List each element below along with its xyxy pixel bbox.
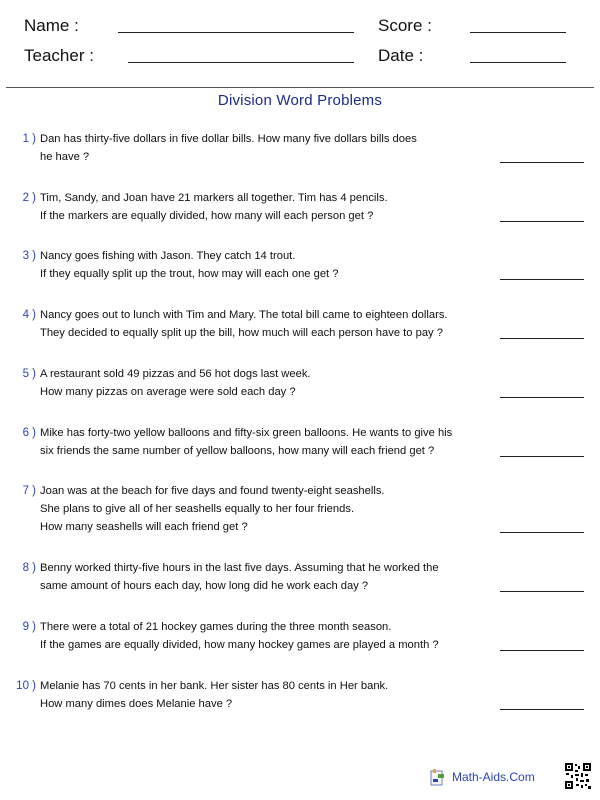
problem-line: If they equally split up the trout, how may will each one get ? [40,268,339,280]
problem-text [40,677,490,713]
problem-number: 7 ) [22,485,36,497]
problem-number: 10 ) [16,680,36,692]
problem-line: She plans to give all of her seashells equally to her four friends. [40,503,355,515]
problem-line: How many pizzas on average were sold each day ? [40,386,296,398]
brand-name: Math-Aids.Com [452,770,535,784]
answer-line[interactable] [500,279,584,280]
problem-text [40,306,490,342]
answer-line[interactable] [500,650,584,651]
problem-line: There were a total of 21 hockey games during the three month season. [40,621,392,633]
footer-brand[interactable] [430,768,535,786]
problem-text [40,130,490,166]
problem-number: 9 ) [22,621,36,633]
problem-line: Mike has forty-two yellow balloons and fifty-six green balloons. He wants to give his [40,427,453,439]
teacher-field-line[interactable] [128,62,354,63]
answer-line[interactable] [500,456,584,457]
date-field-line[interactable] [470,62,566,63]
score-field-line[interactable] [470,32,566,33]
problem-line: Melanie has 70 cents in her bank. Her sister has 80 cents in Her bank. [40,680,389,692]
problem-line: Tim, Sandy, and Joan have 21 markers all together. Tim has 4 pencils. [40,192,388,204]
math-aids-logo-icon [430,768,446,786]
problem-line: he have ? [40,151,90,163]
problem-line: They decided to equally split up the bill, how much will each person have to pay ? [40,327,443,339]
answer-line[interactable] [500,532,584,533]
qr-code-icon [564,762,592,790]
answer-line[interactable] [500,338,584,339]
problem-number: 5 ) [22,368,36,380]
answer-line[interactable] [500,397,584,398]
problem-line: If the games are equally divided, how many hockey games are played a month ? [40,639,439,651]
problem-line: same amount of hours each day, how long did he work each day ? [40,580,369,592]
problem-number: 6 ) [22,427,36,439]
problem-number: 2 ) [22,192,36,204]
teacher-label: Teacher : [24,46,94,65]
problem-text [40,618,490,654]
date-label: Date : [378,46,424,65]
problem-line: Joan was at the beach for five days and found twenty-eight seashells. [40,485,385,497]
answer-line[interactable] [500,709,584,710]
problem-line: A restaurant sold 49 pizzas and 56 hot dogs last week. [40,368,311,380]
answer-line[interactable] [500,591,584,592]
problem-line: Dan has thirty-five dollars in five dollar bills. How many five dollars bills does [40,133,417,145]
problem-number: 8 ) [22,562,36,574]
answer-line[interactable] [500,221,584,222]
problem-text [40,482,490,536]
problem-text [40,424,490,460]
problem-text [40,247,490,283]
problem-line: six friends the same number of yellow balloons, how many will each friend get ? [40,445,435,457]
problem-line: Benny worked thirty-five hours in the last five days. Assuming that he worked the [40,562,439,574]
name-field-line[interactable] [118,32,354,33]
problem-line: How many seashells will each friend get ? [40,521,248,533]
name-label: Name : [24,16,79,35]
problem-number: 3 ) [22,250,36,262]
problem-line: Nancy goes fishing with Jason. They catch 14 trout. [40,250,296,262]
header-divider [6,87,594,88]
worksheet-title: Division Word Problems [217,92,383,109]
problem-text [40,365,490,401]
problem-line: If the markers are equally divided, how many will each person get ? [40,210,374,222]
answer-line[interactable] [500,162,584,163]
problem-text [40,189,490,225]
problem-line: How many dimes does Melanie have ? [40,698,233,710]
problem-number: 1 ) [22,133,36,145]
problem-line: Nancy goes out to lunch with Tim and Mary. The total bill came to eighteen dollars. [40,309,448,321]
problem-text [40,559,490,595]
score-label: Score : [378,16,432,35]
problem-number: 4 ) [22,309,36,321]
